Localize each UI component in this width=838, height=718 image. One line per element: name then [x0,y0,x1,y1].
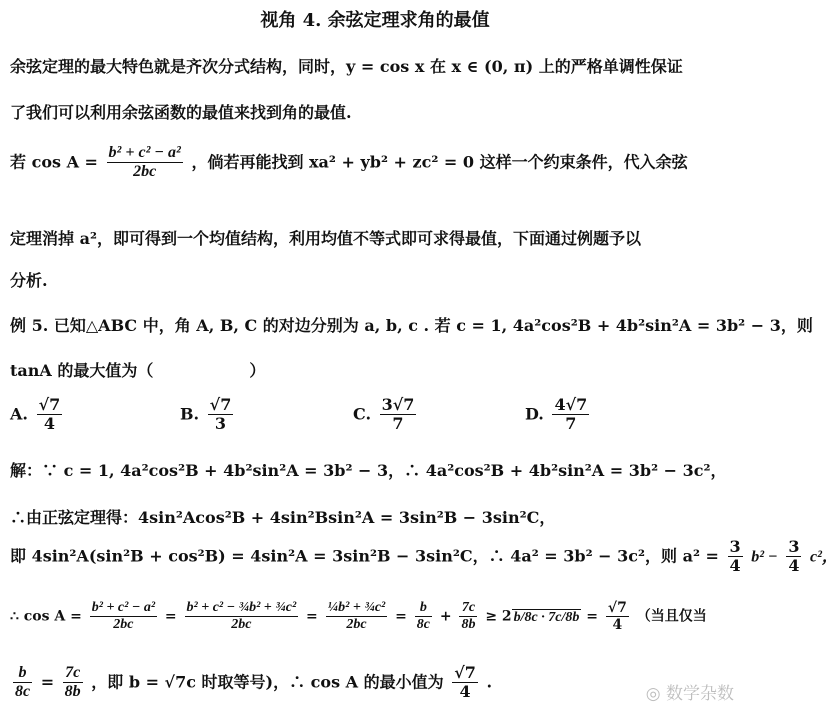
solution-line-1: 解：∵ c = 1, 4a²cos²B + 4b²sin²A = 3b² − 3，∴ 4a²cos²B + 4b²sin²A = 3b² − 3c²， [10,461,727,480]
solution-line-2: ∴由正弦定理得：4sin²Acos²B + 4sin²Bsin²A = 3sin²B − 3sin²C， [10,508,556,527]
cosine-fraction: $\frac{\text{b² + c² − a²}}{2bc}$ [108,144,181,181]
sqrt-expression: b/8c · 7c/8b [513,609,580,625]
intro-line-5: 分析. [10,271,48,290]
example-line-2: tanA 的最大值为（ ） [10,361,266,380]
intro-line-4: 定理消掉 a²，即可得到一个均值结构，利用均值不等式即可求得最值，下面通过例题予以 [10,229,641,248]
solution-line-4: ∴ cos A = $\frac{\text{b² + c² − a²}}{2bc}$ = $\frac{\text{b² + c² − ¾b² + ¾c²}}{2bc}$ = $\frac{\text{¼b² + ¾c²}}{2bc}$ = $\frac{b}{8c}$ + $\frac{7c}{8b}$ ≥ 2 b/8c · 7c/8b = $\frac{√7}{4}$ （当且仅当 [10,600,707,634]
options-row [10,396,740,440]
intro-line-3: 若 cos A = $\frac{\text{b² + c² − a²}}{2bc}$ ，倘若再能找到 xa² + yb² + zc² = 0 这样一个约束条件，代入余弦 [10,144,688,181]
example-line-1: 例 5. 已知△ABC 中，角 A, B, C 的对边分别为 a, b, c . 若 c = 1, 4a²cos²B + 4b²sin²A = 3b² − 3，则 [10,316,813,335]
option-a: A. $\frac{√7}{4}$ [10,395,61,434]
page-title: 视角 4. 余弦定理求角的最值 [260,10,490,31]
wechat-icon: ◎ [645,684,661,704]
option-d: D. $\frac{4√7}{7}$ [525,395,588,434]
option-b: B. $\frac{√7}{3}$ [180,395,232,434]
intro-line-2: 了我们可以利用余弦函数的最值来找到角的最值. [10,103,352,122]
solution-line-5: $\frac{b}{8c}$ = $\frac{7c}{8b}$ ，即 b = √7c 时取等号)，∴ cos A 的最小值为 $\frac{√7}{4}$ . [15,663,493,702]
watermark: ◎ 数学杂数 [645,684,734,704]
option-c: C. $\frac{3√7}{7}$ [353,395,415,434]
solution-line-3: 即 4sin²A(sin²B + cos²B) = 4sin²A = 3sin²B − 3sin²C，∴ 4a² = 3b² − 3c²，则 a² = $\frac{3}{4}$ b² − $\frac{3}{4}$ c²， [10,537,838,576]
intro-line-1: 余弦定理的最大特色就是齐次分式结构，同时，y = cos x 在 x ∈ (0, π) 上的严格单调性保证 [10,57,683,76]
